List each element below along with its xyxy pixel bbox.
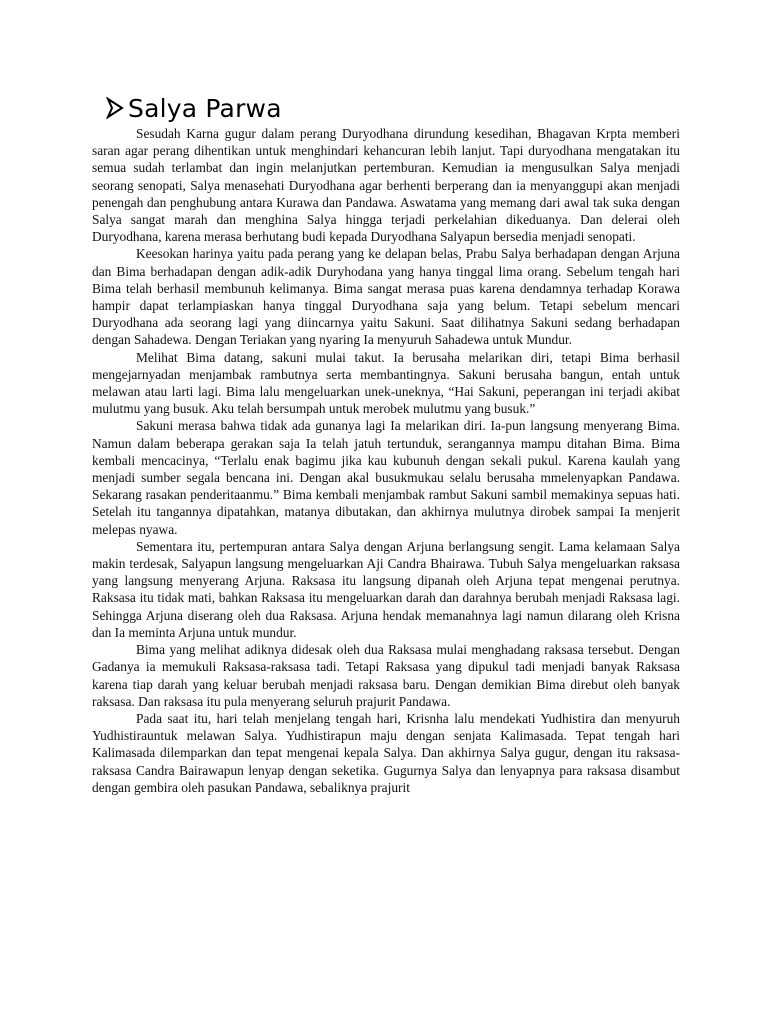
- paragraph: Melihat Bima datang, sakuni mulai takut. Ia berusaha melarikan diri, tetapi Bima berhasil mengejarnyadan menjambak rambutnya serta membantingnya. Sakuni berusaha bangun, entah untuk melawan atau larti lagi. Bima lalu mengeluarkan unek-uneknya, “Hai Sakuni, peperangan ini terjadi akibat mulutmu yang busuk. Aku telah bersumpah untuk merobek mulutmu yang busuk.”: [92, 349, 680, 417]
- body-text: [92, 125, 680, 796]
- section-heading: [106, 92, 282, 124]
- page-title: Salya Parwa: [128, 93, 282, 123]
- paragraph: Bima yang melihat adiknya didesak oleh dua Raksasa mulai menghadang raksasa tersebut. Dengan Gadanya ia memukuli Raksasa-raksasa tadi. Tetapi Raksasa yang dipukul tadi menjadi banyak Raksasa karena tiap darah yang keluar berubah menjadi raksasa baru. Dengan demikian Bima direbut oleh banyak raksasa. Dan raksasa itu pula menyerang seluruh prajurit Pandawa.: [92, 642, 680, 709]
- paragraph: Sementara itu, pertempuran antara Salya dengan Arjuna berlangsung sengit. Lama kelamaan Salya makin terdesak, Salyapun langsung mengeluarkan Aji Candra Bhairawa. Tubuh Salya mengeluarkan raksasa yang langsung menyerang Arjuna. Raksasa itu langsung dipanah oleh Arjuna tepat mengenai perutnya. Raksasa itu tidak mati, bahkan Raksasa itu mengeluarkan darah dan darahnya berubah menjadi Raksasa lagi. Sehingga Arjuna diserang oleh dua Raksasa. Arjuna hendak memanahnya lagi namun dilarang oleh Krisna dan Ia meminta Arjuna untuk mundur.: [92, 538, 680, 640]
- paragraph: Sesudah Karna gugur dalam perang Duryodhana dirundung kesedihan, Bhagavan Krpta memberi saran agar perang dihentikan untuk menghindari kehancuran lebih lanjut. Tapi duryodhana mengatakan itu semua sudah terlambat dan ingin melanjutkan pertemburan. Kemudian ia mengusulkan Salya menjadi seorang senopati, Salya menasehati Duryodhana agar berhenti berperang dan ia menyanggupi akan menjadi penengah dan penghubung antara Kurawa dan Pandawa. Aswatama yang memang dari awal tak suka dengan Salya sangat marah dan menghina Salya hingga terjadi perkelahian dikeduanya. Dan delerai oleh Duryodhana, karena merasa berhutang budi kepada Duryodhana Salyapun bersedia menjadi senopati.: [92, 126, 680, 245]
- paragraph: Pada saat itu, hari telah menjelang tengah hari, Krisnha lalu mendekati Yudhistira dan menyuruh Yudhistirauntuk melawan Salya. Yudhistirapun maju dengan senjata Kalimasada. Tepat tengah hari Kalimasada dilemparkan dan tepat mengenai kepala Salya. Dan akhirnya Salya gugur, dengan itu raksasa-raksasa Candra Bairawapun lenyap dengan seketika. Gugurnya Salya dan lenyapnya para raksasa disambut dengan gembira oleh pasukan Pandawa, sebaliknya prajurit: [92, 710, 680, 795]
- arrow-bullet-icon: [106, 97, 124, 119]
- paragraph: Sakuni merasa bahwa tidak ada gunanya lagi Ia melarikan diri. Ia-pun langsung menyerang Bima. Namun dalam beberapa gerakan saja Ia telah jatuh tertunduk, serangannya mampu ditahan Bima. Bima kembali mencacinya, “Terlalu enak bagimu jika kau kubunuh dengan sekali pukul. Karena kaulah yang menjadi sumber segala bencana ini. Dengan akal busukmukau selalu berusaha mmelenyapkan Pandawa. Sekarang rasakan penderitaanmu.” Bima kembali menjambak rambut Sakuni sambil memakinya sepuas hati. Setelah itu tangannya dipatahkan, matanya dibutakan, dan akhirnya mulutnya dirobek sampai Ia menjerit melepas nyawa.: [92, 418, 680, 537]
- paragraph: Keesokan harinya yaitu pada perang yang ke delapan belas, Prabu Salya berhadapan dengan Arjuna dan Bima berhadapan dengan adik-adik Duryhodana yang hanya tinggal lima orang. Sebelum tengah hari Bima telah berhasil membunuh kelimanya. Bima sangat merasa puas karena dendamnya terhadap Korawa hampir dapat terlampiaskan hanya tinggal Duryodhana saja yang belum. Tetapi sebelum mencari Duryodhana ada seorang lagi yang diincarnya yaitu Sakuni. Saat dilihatnya Sakuni sedang berhadapan dengan Sahadewa. Dengan Teriakan yang nyaring Ia menyuruh Sahadewa untuk Mundur.: [92, 246, 680, 348]
